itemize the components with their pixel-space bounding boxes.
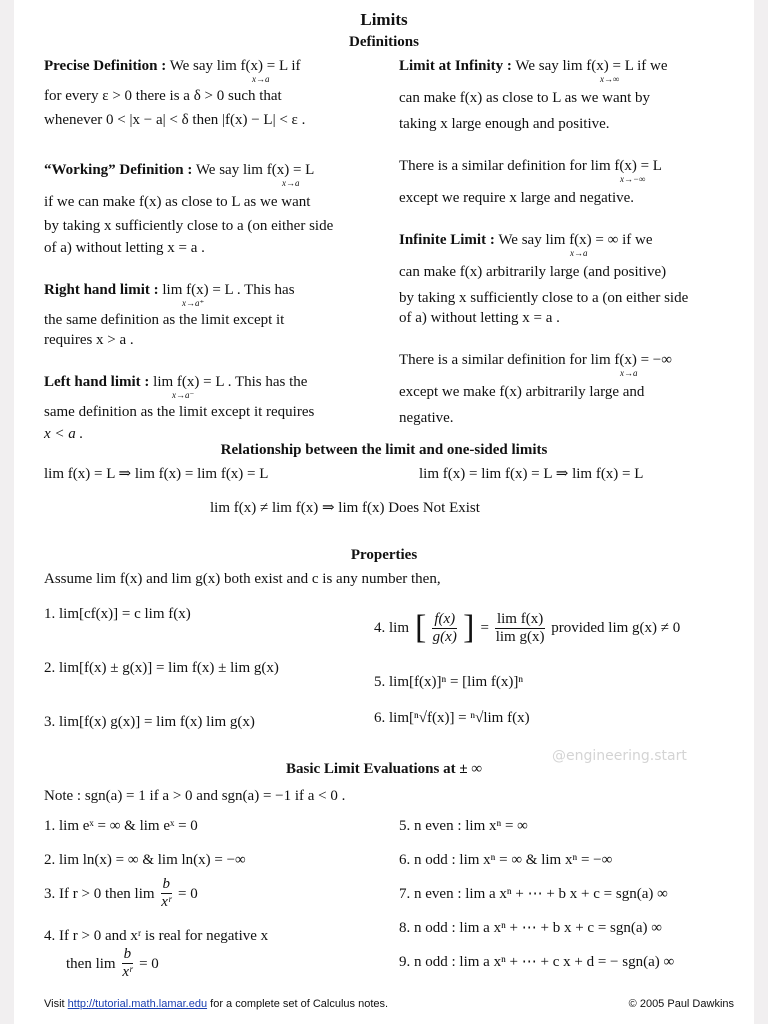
basic-3-denominator: xʳ — [161, 894, 172, 910]
working-line4: of a) without letting x = a . — [44, 240, 205, 256]
left-hand-line1: lim f(x) = L . This has the — [153, 374, 308, 390]
basic-3-prefix: 3. If r > 0 then lim — [44, 885, 155, 902]
property-4-rhs-numerator: lim f(x) — [496, 610, 544, 627]
footer-visit-label: Visit — [44, 998, 65, 1010]
infinite-line7: negative. — [399, 410, 454, 426]
basic-3-fraction — [161, 876, 173, 911]
left-hand-lim-sub: x→a⁻ — [172, 390, 195, 400]
infinite-limit — [399, 228, 652, 252]
basic-4b-numerator: b — [123, 946, 132, 962]
tutorial-link[interactable]: http://tutorial.math.lamar.edu — [67, 998, 208, 1010]
basic-4b — [66, 946, 159, 981]
basic-5: 5. n even : lim xⁿ = ∞ — [399, 818, 528, 834]
infinity-line4: There is a similar definition for lim f(x) = L — [399, 158, 662, 174]
relationship-eq1: lim f(x) = L ⇒ lim f(x) = lim f(x) = L — [44, 466, 269, 482]
infinity-lim-sub: x→∞ — [600, 74, 620, 84]
infinity-line2: can make f(x) as close to L as we want by — [399, 90, 651, 106]
infinite-line5-sub: x→a — [620, 368, 638, 378]
precise-line2: for every ε > 0 there is a δ > 0 such that — [44, 88, 282, 104]
property-2: 2. lim[f(x) ± g(x)] = lim f(x) ± lim g(x) — [44, 660, 279, 676]
footer-rest: for a complete set of Calculus notes. — [210, 998, 389, 1010]
basic-1: 1. lim eˣ = ∞ & lim eˣ = 0 — [44, 818, 198, 834]
right-hand-label: Right hand limit : — [44, 282, 159, 298]
basic-heading: Basic Limit Evaluations at ± ∞ — [285, 761, 483, 777]
precise-line1: We say lim f(x) = L if — [169, 58, 301, 74]
property-1: 1. lim[cf(x)] = c lim f(x) — [44, 606, 191, 622]
relationship-eq2: lim f(x) = lim f(x) = L ⇒ lim f(x) = L — [419, 466, 644, 482]
definitions-heading: Definitions — [348, 34, 419, 50]
left-hand-line2: same definition as the limit except it requires — [44, 404, 315, 420]
notes-page — [14, 0, 754, 1024]
right-hand-line2: the same definition as the limit except it — [44, 312, 285, 328]
infinite-line6: except we make f(x) arbitrarily large and — [399, 384, 645, 400]
footer-visit — [44, 998, 388, 1010]
basic-3-numerator: b — [162, 876, 171, 892]
property-5: 5. lim[f(x)]ⁿ = [lim f(x)]ⁿ — [374, 674, 524, 690]
basic-9: 9. n odd : lim a xⁿ + ⋯ + c x + d = − sgn(a) ∞ — [399, 954, 675, 970]
precise-line3: whenever 0 < |x − a| < δ then |f(x) − L| < ε . — [44, 112, 306, 128]
precise-lim-sub: x→a — [252, 74, 270, 84]
property-4-rhs-fraction — [495, 611, 545, 646]
right-hand-lim-sub: x→a⁺ — [182, 298, 205, 308]
properties-intro: Assume lim f(x) and lim g(x) both exist and c is any number then, — [44, 571, 441, 587]
working-lim-sub: x→a — [282, 178, 300, 188]
left-hand-line3: x < a . — [44, 426, 84, 442]
infinity-line5: except we require x large and negative. — [399, 190, 635, 206]
basic-note: Note : sgn(a) = 1 if a > 0 and sgn(a) = −1 if a < 0 . — [44, 788, 346, 804]
infinite-line3: by taking x sufficiently close to a (on either side — [399, 290, 689, 306]
left-hand-label: Left hand limit : — [44, 374, 150, 390]
working-line3: by taking x sufficiently close to a (on either side — [44, 218, 334, 234]
infinite-line2: can make f(x) arbitrarily large (and positive) — [399, 264, 667, 280]
basic-3-suffix: = 0 — [178, 885, 198, 902]
right-hand-line1: lim f(x) = L . This has — [162, 282, 295, 298]
basic-4b-denominator: xʳ — [122, 964, 133, 980]
basic-2: 2. lim ln(x) = ∞ & lim ln(x) = −∞ — [44, 852, 246, 868]
working-definition — [44, 158, 314, 182]
infinity-line4-sub: x→−∞ — [620, 174, 646, 184]
infinite-lim-sub: x→a — [570, 248, 588, 258]
property-6: 6. lim[ⁿ√f(x)] = ⁿ√lim f(x) — [374, 710, 530, 726]
property-4 — [374, 600, 680, 656]
copyright: © 2005 Paul Dawkins — [628, 998, 734, 1010]
limit-at-infinity — [399, 54, 667, 78]
working-line2: if we can make f(x) as close to L as we want — [44, 194, 311, 210]
equals-sign: = — [480, 620, 489, 636]
right-hand-line3: requires x > a . — [44, 332, 134, 348]
basic-7: 7. n even : lim a xⁿ + ⋯ + b x + c = sgn(a) ∞ — [399, 886, 668, 902]
infinite-line1: We say lim f(x) = ∞ if we — [498, 232, 653, 248]
right-hand-limit — [44, 278, 295, 302]
precise-label: Precise Definition : — [44, 58, 167, 74]
property-4-fraction — [432, 611, 457, 646]
infinite-line4: of a) without letting x = a . — [399, 310, 560, 326]
relationship-eq3: lim f(x) ≠ lim f(x) ⇒ lim f(x) Does Not Exist — [210, 500, 480, 516]
relationship-heading: Relationship between the limit and one-sided limits — [220, 442, 548, 458]
basic-4a: 4. If r > 0 and xʳ is real for negative x — [44, 928, 269, 944]
basic-3 — [44, 876, 198, 911]
infinite-line5: There is a similar definition for lim f(x) = −∞ — [399, 352, 672, 368]
infinity-line3: taking x large enough and positive. — [399, 116, 610, 132]
properties-heading: Properties — [350, 547, 418, 563]
page-title: Limits — [360, 10, 408, 29]
working-line1: We say lim f(x) = L — [195, 162, 315, 178]
working-label: “Working” Definition : — [44, 162, 193, 178]
infinity-line1: We say lim f(x) = L if we — [515, 58, 668, 74]
right-bracket: ] — [463, 609, 475, 646]
watermark-text: @engineering.start — [552, 748, 687, 764]
basic-8: 8. n odd : lim a xⁿ + ⋯ + b x + c = sgn(a) ∞ — [399, 920, 662, 936]
left-bracket: [ — [415, 609, 427, 646]
infinity-label: Limit at Infinity : — [399, 58, 512, 74]
property-4-provided: provided lim g(x) ≠ 0 — [551, 620, 681, 636]
basic-4b-fraction — [122, 946, 134, 981]
basic-4b-suffix: = 0 — [139, 955, 159, 972]
property-4-prefix: 4. lim — [374, 620, 410, 636]
property-3: 3. lim[f(x) g(x)] = lim f(x) lim g(x) — [44, 714, 255, 730]
property-4-denominator: g(x) — [432, 628, 457, 645]
basic-4b-prefix: then lim — [66, 955, 116, 972]
property-4-rhs-denominator: lim g(x) — [495, 628, 545, 645]
basic-6: 6. n odd : lim xⁿ = ∞ & lim xⁿ = −∞ — [399, 852, 613, 868]
property-4-numerator: f(x) — [434, 610, 456, 627]
infinite-label: Infinite Limit : — [399, 232, 495, 248]
